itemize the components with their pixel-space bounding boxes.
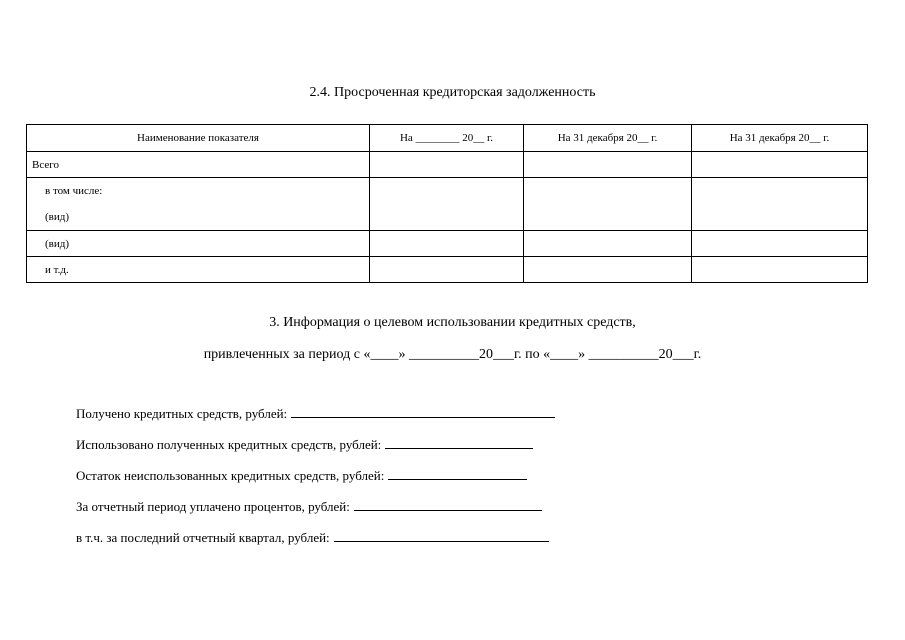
section-2-4-title: 2.4. Просроченная кредиторская задолженность — [309, 85, 596, 100]
value-cell[interactable] — [524, 257, 692, 283]
field-interest-paid-input[interactable] — [354, 496, 542, 511]
credit-funds-fields — [76, 402, 555, 557]
value-cell[interactable] — [692, 231, 868, 257]
value-cell[interactable] — [370, 178, 524, 231]
header-indicator-name: Наименование показателя — [27, 125, 370, 152]
field-used — [76, 433, 555, 464]
value-cell[interactable] — [524, 231, 692, 257]
row-label-including-group — [27, 178, 370, 231]
field-received-label: Получено кредитных средств, рублей: — [76, 406, 288, 421]
field-used-input[interactable] — [385, 434, 533, 449]
table-row-including — [27, 178, 868, 231]
header-date-1: На ________ 20__ г. — [370, 125, 524, 152]
value-cell[interactable] — [524, 178, 692, 231]
table-row-total — [27, 152, 868, 178]
section-3-period: привлеченных за период с «____» __________20___г. по «____» __________20___г. — [203, 347, 702, 362]
value-cell[interactable] — [692, 152, 868, 178]
row-label-kind-1: (вид) — [45, 211, 70, 223]
header-date-3: На 31 декабря 20__ г. — [692, 125, 868, 152]
table-row-etc — [27, 257, 868, 283]
field-last-quarter-input[interactable] — [334, 527, 549, 542]
field-remaining-label: Остаток неиспользованных кредитных средств, рублей: — [76, 468, 385, 483]
row-label-kind-2: (вид) — [27, 231, 370, 257]
field-remaining-input[interactable] — [388, 465, 527, 480]
field-remaining — [76, 464, 555, 495]
row-label-etc: и т.д. — [27, 257, 370, 283]
value-cell[interactable] — [692, 178, 868, 231]
row-label-total: Всего — [27, 152, 370, 178]
value-cell[interactable] — [370, 152, 524, 178]
value-cell[interactable] — [370, 231, 524, 257]
field-last-quarter-label: в т.ч. за последний отчетный квартал, рублей: — [76, 530, 330, 545]
field-received — [76, 402, 555, 433]
field-used-label: Использовано полученных кредитных средств, рублей: — [76, 437, 382, 452]
field-last-quarter — [76, 526, 555, 557]
field-received-input[interactable] — [291, 403, 555, 418]
value-cell[interactable] — [370, 257, 524, 283]
overdue-payables-table — [26, 124, 868, 283]
table-header-row — [27, 125, 868, 152]
value-cell[interactable] — [692, 257, 868, 283]
value-cell[interactable] — [524, 152, 692, 178]
header-date-2: На 31 декабря 20__ г. — [524, 125, 692, 152]
row-label-including: в том числе: — [45, 185, 103, 197]
section-3-title: 3. Информация о целевом использовании кредитных средств, — [269, 315, 636, 330]
field-interest-paid-label: За отчетный период уплачено процентов, рублей: — [76, 499, 350, 514]
field-interest-paid — [76, 495, 555, 526]
table-row-kind-2 — [27, 231, 868, 257]
